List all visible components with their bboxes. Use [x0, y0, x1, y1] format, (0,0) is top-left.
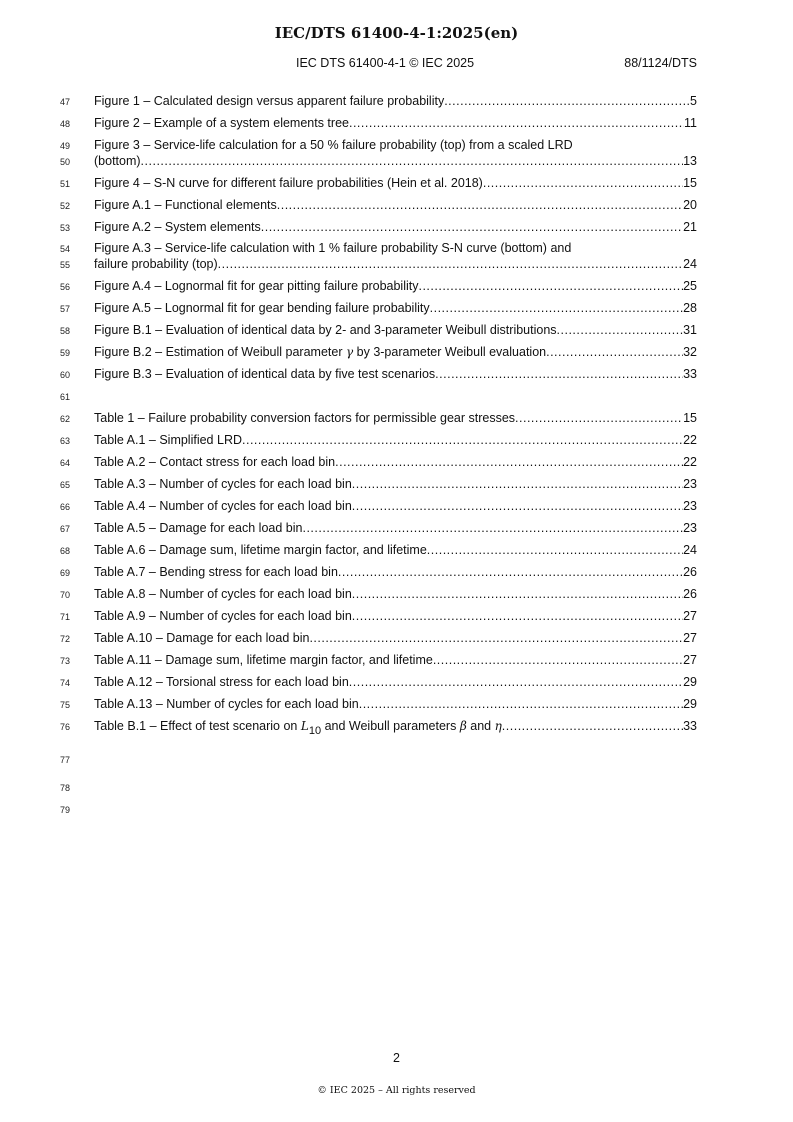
- line-number: 58: [60, 326, 71, 336]
- line-number: 62: [60, 414, 71, 424]
- line-number: 71: [60, 612, 71, 622]
- line-number: 79: [60, 805, 71, 815]
- toc-entry-table-a8[interactable]: Table A.8 – Number of cycles for each load bin ..... 26: [94, 587, 697, 601]
- line-number: 50: [60, 157, 71, 167]
- toc-entry-table-a5[interactable]: Table A.5 – Damage for each load bin ..... 23: [94, 521, 697, 535]
- line-number: 61: [60, 392, 71, 402]
- line-number: 54: [60, 244, 71, 254]
- gamma-symbol: γ: [345, 345, 354, 359]
- toc-entry-figure-2[interactable]: Figure 2 – Example of a system elements tree ..... 11: [94, 116, 697, 130]
- line-number: 78: [60, 783, 71, 793]
- line-number: 76: [60, 722, 71, 732]
- toc-entry-table-a13[interactable]: Table A.13 – Number of cycles for each load bin ..... 29: [94, 697, 697, 711]
- line-number: 52: [60, 201, 71, 211]
- page-number: 2: [393, 1051, 400, 1065]
- toc-entry-figure-1[interactable]: Figure 1 – Calculated design versus apparent failure probability ..... 5: [94, 94, 697, 108]
- toc-entry-table-a12[interactable]: Table A.12 – Torsional stress for each load bin ..... 29: [94, 675, 697, 689]
- standard-reference: IEC DTS 61400-4-1 © IEC 2025: [296, 56, 475, 70]
- toc-entry-figure-a3-line1[interactable]: Figure A.3 – Service-life calculation with 1 % failure probability S-N curve (bottom) and: [94, 241, 572, 255]
- line-number: 60: [60, 370, 71, 380]
- toc-entry-table-a6[interactable]: Table A.6 – Damage sum, lifetime margin factor, and lifetime ..... 24: [94, 543, 697, 557]
- line-number: 48: [60, 119, 71, 129]
- beta-symbol: β: [459, 719, 467, 733]
- toc-entry-figure-b2[interactable]: Figure B.2 – Estimation of Weibull parameter γ by 3-parameter Weibull evaluation ..... 32: [94, 345, 697, 359]
- line-number: 53: [60, 223, 71, 233]
- toc-entry-figure-a1[interactable]: Figure A.1 – Functional elements ..... 20: [94, 198, 697, 212]
- line-number: 73: [60, 656, 71, 666]
- line-number: 57: [60, 304, 71, 314]
- line-number: 70: [60, 590, 71, 600]
- toc-entry-figure-a4[interactable]: Figure A.4 – Lognormal fit for gear pitting failure probability ..... 25: [94, 279, 697, 293]
- toc-entry-figure-3-line1[interactable]: Figure 3 – Service-life calculation for a 50 % failure probability (top) from a scaled LRD: [94, 138, 573, 152]
- toc-entry-table-a11[interactable]: Table A.11 – Damage sum, lifetime margin factor, and lifetime ..... 27: [94, 653, 697, 667]
- copyright-footer: © IEC 2025 – All rights reserved: [317, 1085, 476, 1096]
- line-number: 64: [60, 458, 71, 468]
- line-number: 69: [60, 568, 71, 578]
- toc-entry-figure-a2[interactable]: Figure A.2 – System elements ..... 21: [94, 220, 697, 234]
- line-number: 63: [60, 436, 71, 446]
- line-number: 77: [60, 755, 71, 765]
- line-number: 72: [60, 634, 71, 644]
- line-number: 75: [60, 700, 71, 710]
- l-subscript: 10: [308, 725, 322, 737]
- line-number: 65: [60, 480, 71, 490]
- toc-entry-figure-a5[interactable]: Figure A.5 – Lognormal fit for gear bending failure probability ..... 28: [94, 301, 697, 315]
- toc-entry-table-a1[interactable]: Table A.1 – Simplified LRD ..... 22: [94, 433, 697, 447]
- l-symbol: L: [300, 719, 309, 733]
- toc-entry-table-a9[interactable]: Table A.9 – Number of cycles for each load bin ..... 27: [94, 609, 697, 623]
- toc-entry-table-1[interactable]: Table 1 – Failure probability conversion factors for permissible gear stresses ..... 15: [94, 411, 697, 425]
- line-number: 51: [60, 179, 71, 189]
- eta-symbol: η: [494, 719, 502, 733]
- line-number: 66: [60, 502, 71, 512]
- toc-entry-table-b1[interactable]: Table B.1 – Effect of test scenario on L10 and Weibull parameters β and η ..... 33: [94, 719, 697, 733]
- toc-entry-table-a7[interactable]: Table A.7 – Bending stress for each load bin ..... 26: [94, 565, 697, 579]
- line-number: 47: [60, 97, 71, 107]
- toc-entry-figure-b3[interactable]: Figure B.3 – Evaluation of identical data by five test scenarios ..... 33: [94, 367, 697, 381]
- document-number: 88/1124/DTS: [624, 56, 697, 70]
- toc-entry-figure-a3[interactable]: failure probability (top) ..... 24: [94, 257, 697, 271]
- line-number: 68: [60, 546, 71, 556]
- toc-entry-table-a10[interactable]: Table A.10 – Damage for each load bin ..... 27: [94, 631, 697, 645]
- toc-entry-table-a4[interactable]: Table A.4 – Number of cycles for each load bin ..... 23: [94, 499, 697, 513]
- line-number: 59: [60, 348, 71, 358]
- toc-entry-table-a3[interactable]: Table A.3 – Number of cycles for each load bin ..... 23: [94, 477, 697, 491]
- line-number: 55: [60, 260, 71, 270]
- document-header-title: IEC/DTS 61400-4-1:2025(en): [274, 24, 519, 42]
- toc-entry-figure-3[interactable]: (bottom) ..... 13: [94, 154, 697, 168]
- toc-entry-figure-4[interactable]: Figure 4 – S-N curve for different failure probabilities (Hein et al. 2018) ..... 15: [94, 176, 697, 190]
- line-number: 74: [60, 678, 71, 688]
- toc-entry-figure-b1[interactable]: Figure B.1 – Evaluation of identical data by 2- and 3-parameter Weibull distributions ..... 31: [94, 323, 697, 337]
- line-number: 56: [60, 282, 71, 292]
- toc-entry-table-a2[interactable]: Table A.2 – Contact stress for each load bin ..... 22: [94, 455, 697, 469]
- line-number: 49: [60, 141, 71, 151]
- line-number: 67: [60, 524, 71, 534]
